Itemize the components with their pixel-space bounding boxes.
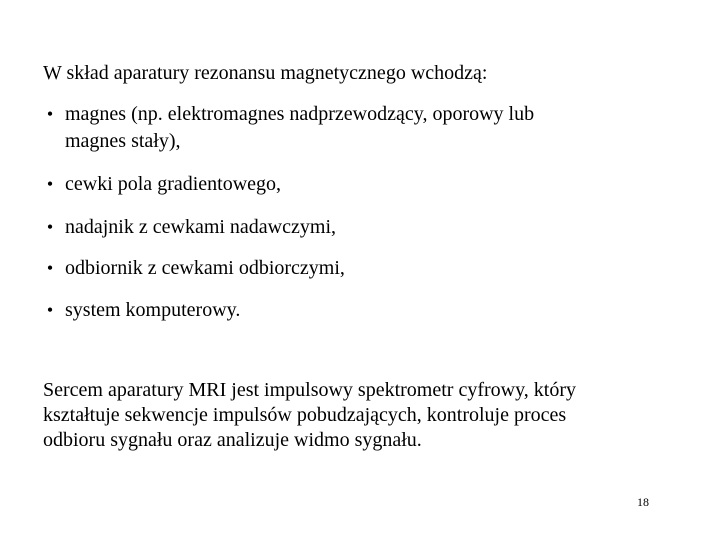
- intro-text: W skład aparatury rezonansu magnetycznego wchodzą:: [43, 62, 488, 84]
- bullet-icon: •: [46, 258, 54, 278]
- summary-line: Sercem aparatury MRI jest impulsowy spektrometr cyfrowy, który: [43, 379, 577, 401]
- bullet-icon: •: [46, 104, 54, 124]
- bullet-icon: •: [46, 174, 54, 194]
- list-item-text: cewki pola gradientowego,: [65, 173, 282, 195]
- list-item-text: nadajnik z cewkami nadawczymi,: [65, 216, 336, 238]
- page-number: 18: [637, 495, 649, 509]
- bullet-icon: •: [46, 217, 54, 237]
- summary-line: odbioru sygnału oraz analizuje widmo sygnału.: [43, 429, 422, 451]
- list-item-text-continued: magnes stały),: [65, 130, 181, 152]
- summary-line: kształtuje sekwencje impulsów pobudzających, kontroluje proces: [43, 404, 567, 426]
- bullet-icon: •: [46, 300, 54, 320]
- list-item-text: magnes (np. elektromagnes nadprzewodzący, oporowy lub: [65, 103, 535, 125]
- list-item-text: odbiornik z cewkami odbiorczymi,: [65, 257, 345, 279]
- list-item-text: system komputerowy.: [65, 299, 241, 321]
- summary-paragraph: [43, 378, 693, 453]
